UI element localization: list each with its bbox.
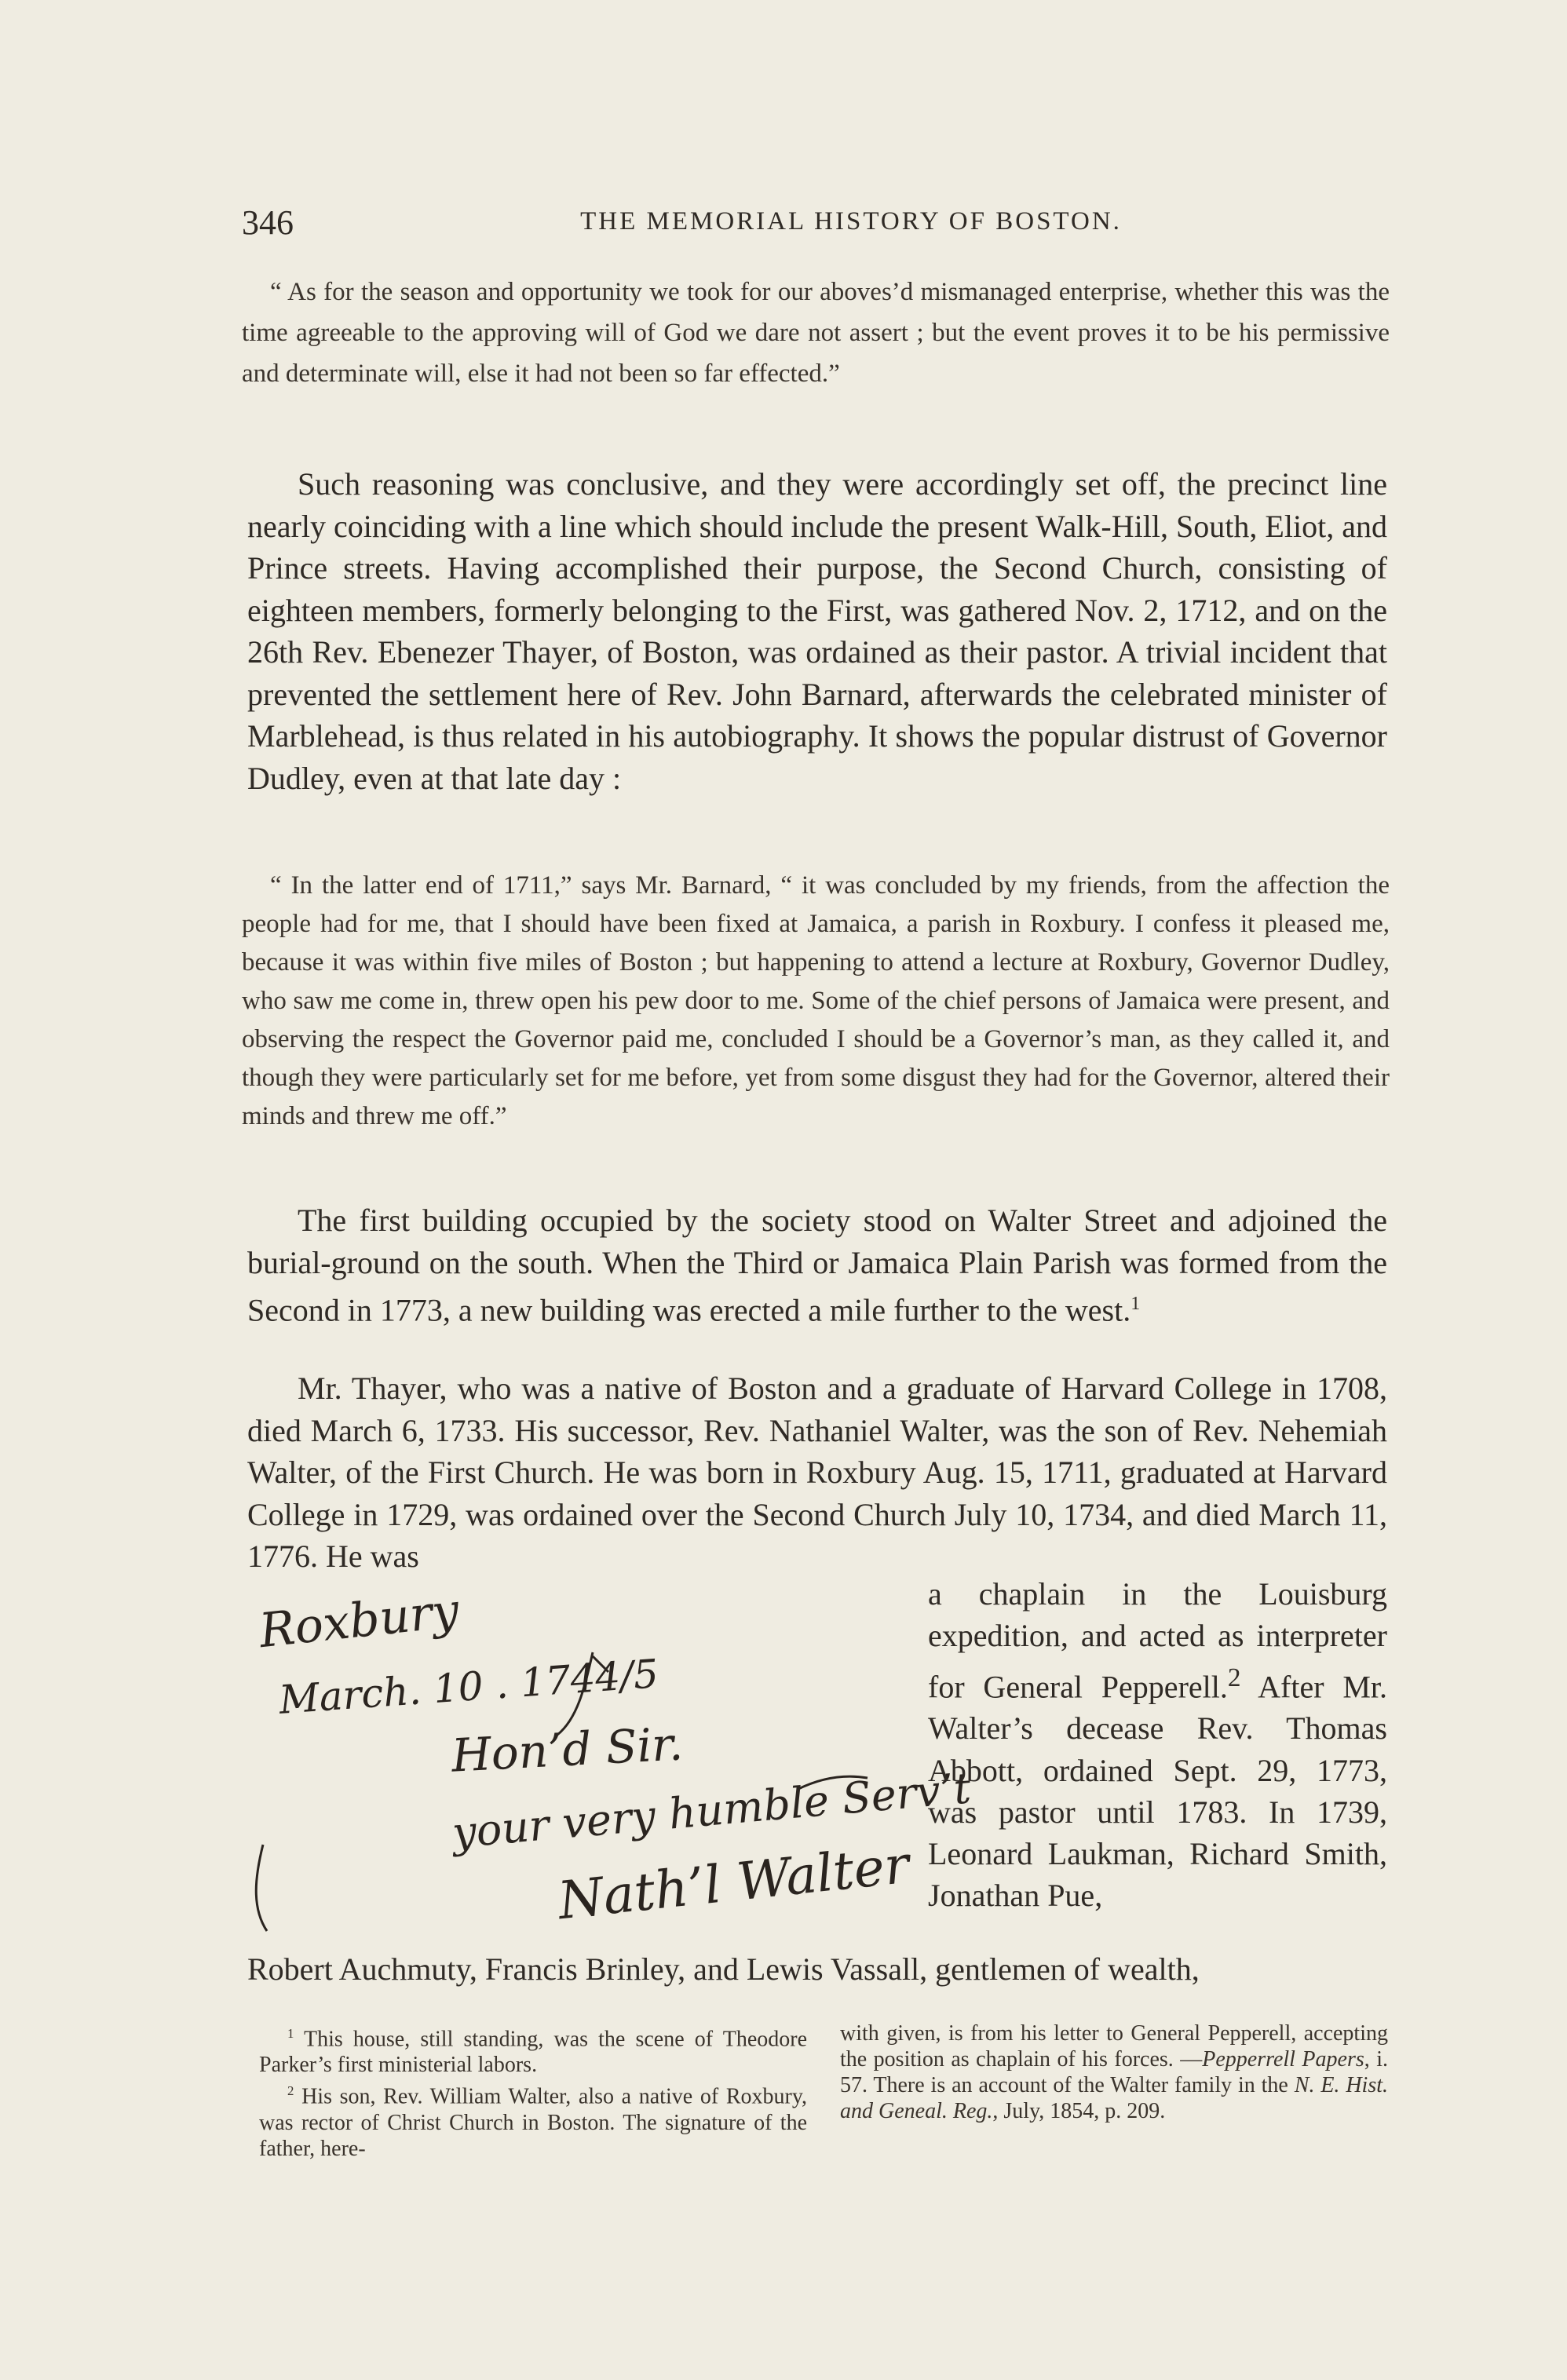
paragraph-4-before-ref: a chaplain in the Louisburg expedition, and acted as interpreter for General Pepperell.	[928, 1576, 1387, 1704]
footnote-2	[259, 2078, 807, 2161]
signature-date: March. 10 . 1744/5	[277, 1651, 660, 1723]
quote-block-2: “ In the latter end of 1711,” says Mr. Barnard, “ it was concluded by my friends, from the affection the people had for me, that I should have been fixed at Jamaica, a parish in Roxbury. I confess it pleased me, because it was within five miles of Boston ; but happening to attend a lecture at Roxbury, Governor Dudley, who saw me come in, threw open his pew door to me. Some of the chief persons of Jamaica were present, and observing the respect the Governor paid me, concluded I should be a Governor’s man, as they called it, and though they were particularly set for me before, yet from some disgust they had for the Governor, altered their minds and threw me off.”	[242, 871, 1390, 1130]
footnote-ref-2: 2	[1227, 1663, 1241, 1692]
running-head: THE MEMORIAL HISTORY OF BOSTON.	[580, 207, 1122, 235]
footnote-2-cont-1: with given, is from his letter to General Pepperell, accepting the position as chaplain of his forces. —	[840, 2021, 1388, 2072]
footnote-2-text: His son, Rev. William Walter, also a native of Roxbury, was rector of Christ Church in Boston. The signature of the father, here-	[259, 2084, 808, 2161]
signature-salutation: Hon’d Sir.	[450, 1717, 685, 1783]
footnote-2-mark: 2	[287, 2083, 294, 2099]
paragraph-3: Mr. Thayer, who was a native of Boston and a graduate of Harvard College in 1708, died March 6, 1733. His successor, Rev. Nathaniel Walter, was the son of Rev. Nehemiah Walter, of the First Church. He was born in Roxbury Aug. 15, 1711, graduated at Harvard College in 1729, was ordained over the Second Church July 10, 1734, and died March 11, 1776. He was	[247, 1371, 1387, 1573]
footnote-column-left	[259, 2020, 807, 2162]
paragraph-4-after-ref: After Mr. Walter’s decease Rev. Thomas Abbott, ordained Sept. 29, 1773, was pastor until 1783. In 1739, Leonard Laukman, Richard Smith, Jonathan Pue,	[928, 1668, 1387, 1914]
paragraph-2	[247, 1199, 1387, 1331]
signature-place: Roxbury	[257, 1582, 462, 1659]
paragraph-4-tail: Robert Auchmuty, Francis Brinley, and Lewis Vassall, gentlemen of wealth,	[247, 1951, 1200, 1987]
footnote-1-text: This house, still standing, was the scene of Theodore Parker’s first ministerial labors.	[259, 2027, 807, 2078]
footnote-1	[259, 2020, 807, 2078]
footnote-1-mark: 1	[287, 2026, 294, 2041]
footnote-column-right	[840, 2020, 1388, 2124]
signature-name: Nath’l Walter	[555, 1834, 912, 1932]
paragraph-2-text: The first building occupied by the society stood on Walter Street and adjoined the burial-ground on the south. When the Third or Jamaica Plain Parish was formed from the Second in 1773, a new building was erected a mile further to the west.	[247, 1203, 1387, 1328]
footnote-source-2: N. E. Hist. and Geneal. Reg.	[840, 2073, 1388, 2123]
footnote-source-1: Pepperrell Papers	[1202, 2047, 1364, 2072]
footnote-ref-1: 1	[1131, 1294, 1141, 1314]
quote-block-1: “ As for the season and opportunity we took for our aboves’d mismanaged enterprise, whether this was the time agreeable to the approving will of God we dare not assert ; but the event proves it to be his permissive and determinate will, else it had not been so far effected.”	[242, 278, 1390, 388]
paragraph-4-wrapped	[928, 1573, 1387, 1917]
page-number: 346	[242, 203, 294, 242]
footnote-2-cont-2: , i. 57. There is an account of the Walter family in the	[840, 2047, 1389, 2097]
page-header	[242, 203, 1390, 250]
paragraph-1: Such reasoning was conclusive, and they were accordingly set off, the precinct line nearly coinciding with a line which should include the present Walk-Hill, South, Eliot, and Prince streets. Having accomplished their purpose, the Second Church, consisting of eighteen members, formerly belonging to the First, was gathered Nov. 2, 1712, and on the 26th Rev. Ebenezer Thayer, of Boston, was ordained as their pastor. A trivial incident that prevented the settlement here of Rev. John Barnard, afterwards the celebrated minister of Marblehead, is thus related in his autobiography. It shows the popular distrust of Governor Dudley, even at that late day :	[247, 466, 1387, 796]
footnote-2-cont-3: , July, 1854, p. 209.	[992, 2099, 1166, 2123]
footnote-2-continued	[840, 2020, 1388, 2124]
handwritten-signature	[247, 1578, 973, 1955]
signature-closing: your very humble Serv’t	[450, 1763, 973, 1858]
